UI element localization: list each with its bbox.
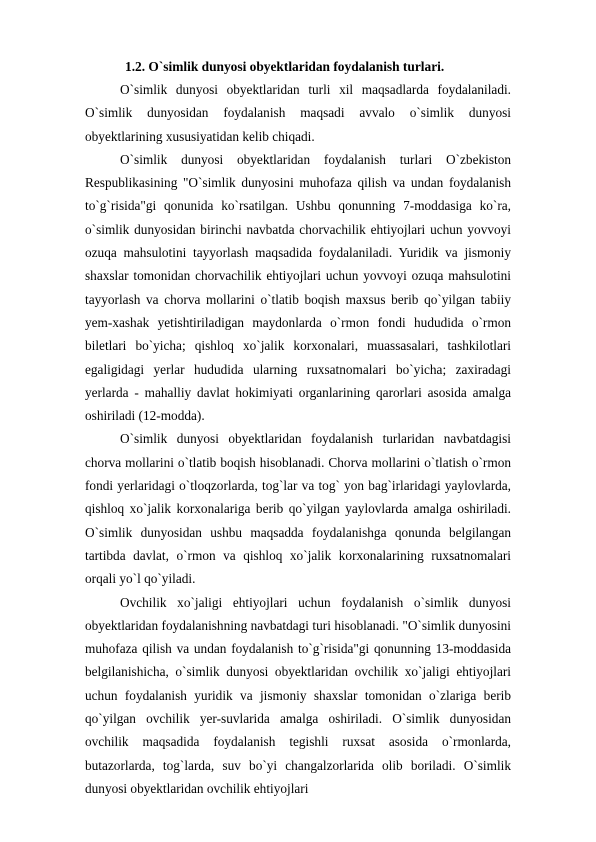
section-heading: 1.2. O`simlik dunyosi obyektlaridan foydalanish turlari. <box>125 59 445 74</box>
paragraph-1: O`simlik dunyosi obyektlaridan turli xil maqsadlarda foydalaniladi. O`simlik dunyosidan foydalanish maqsadi avvalo o`simlik dunyosi obyektlarining xususiyatidan kelib chiqadi. <box>85 82 511 144</box>
document-body <box>85 57 511 800</box>
paragraph-3: O`simlik dunyosi obyektlaridan foydalanish turlaridan navbatdagisi chorva mollarini o`tlatib boqish hisoblanadi. Chorva mollarini o`tlatish o`rmon fondi yerlaridagi o`tloqzorlarda, tog`lar va tog` yon bag`irlaridagi yaylovlarda, qishloq xo`jalik korxonalariga berib qo`yilgan yaylovlarda amalga oshiriladi. O`simlik dunyosidan ushbu maqsadda foydalanishga qonunda belgilangan tartibda davlat, o`rmon va qishloq xo`jalik korxonalarining ruxsatnomalari orqali yo`l qo`yiladi. <box>85 431 511 587</box>
paragraph-4: Ovchilik xo`jaligi ehtiyojlari uchun foydalanish o`simlik dunyosi obyektlaridan foydalanishning navbatdagi turi hisoblanadi. "O`simlik dunyosini muhofaza qilish va undan foydalanish to`g`risida"gi qonunning 13-moddasida belgilanishicha, o`simlik dunyosi obyektlaridan ovchilik xo`jaligi ehtiyojlari uchun foydalanish yuridik va jismoniy shaxslar tomonidan o`zlariga berib qo`yilgan ovchilik yer-suvlarida amalga oshiriladi. O`simlik dunyosidan ovchilik maqsadida foydalanish tegishli ruxsat asosida o`rmonlarda, butazorlarda, tog`larda, suv bo`yi changalzorlarida olib boriladi. O`simlik dunyosi obyektlaridan ovchilik ehtiyojlari <box>85 594 511 796</box>
paragraph-2: O`simlik dunyosi obyektlaridan foydalanish turlari O`zbekiston Respublikasining "O`simlik dunyosini muhofaza qilish va undan foydalanish to`g`risida"gi qonunida ko`rsatilgan. Ushbu qonunning 7-moddasiga ko`ra, o`simlik dunyosidan birinchi navbatda chorvachilik ehtiyojlari uchun yovvoyi ozuqa mahsulotini tayyorlash maqsadida foydalaniladi. Yuridik va jismoniy shaxslar tomonidan chorvachilik ehtiyojlari uchun yovvoyi ozuqa mahsulotini tayyorlash va chorva mollarini o`tlatib boqish maxsus berib qo`yilgan tabiiy yem-xashak yetishtiriladigan maydonlarda o`rmon fondi hududida o`rmon biletlari bo`yicha; qishloq xo`jalik korxonalari, muassasalari, tashkilotlari egaligidagi yerlar hududida ularning ruxsatnomalari bo`yicha; zaxiradagi yerlarda - mahalliy davlat hokimiyati organlarining qarorlari asosida amalga oshiriladi (12-modda). <box>85 151 511 424</box>
